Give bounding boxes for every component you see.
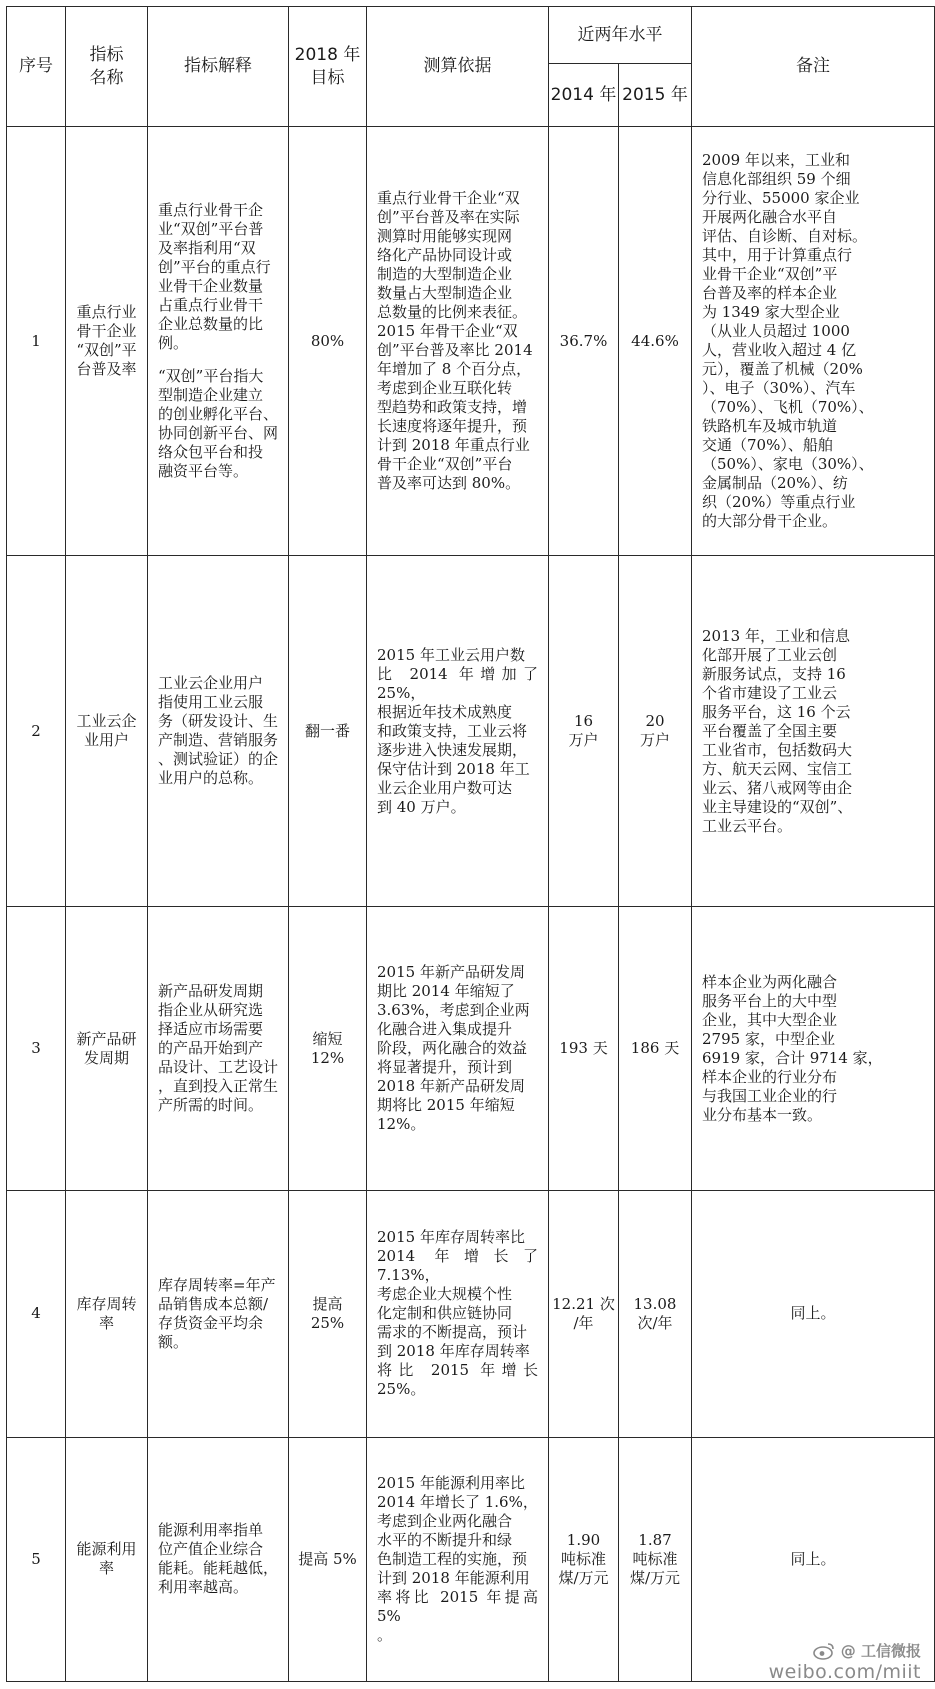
row-seq: 3 <box>7 907 66 1191</box>
row-2014: 1.90 吨标准 煤/万元 <box>549 1437 619 1681</box>
row-explain <box>148 127 289 556</box>
row-remark: 同上。 <box>692 1190 935 1437</box>
row-seq: 5 <box>7 1437 66 1681</box>
header-recent-level: 近两年水平 <box>549 7 692 64</box>
row-basis: 2015 年库存周转率比 2014 年增长了 7.13%， 考虑企业大规模个性 化定制和供应链协同 需求的不断提高，预计 到 2018 年库存周转率 将比 2015 年增长 25%。 <box>367 1190 549 1437</box>
weibo-icon <box>813 1642 835 1660</box>
explain-paragraph: 重点行业骨干企 业“双创”平台普 及率指利用“双 创”平台的重点行 业骨干企业数量 占重点行业骨干 企业总数量的比 例。 <box>158 201 271 353</box>
row-name: 库存周转 率 <box>66 1190 148 1437</box>
row-2014: 12.21 次 /年 <box>549 1190 619 1437</box>
row-explain <box>148 907 289 1191</box>
header-2014: 2014 年 <box>549 64 619 127</box>
row-2014: 36.7% <box>549 127 619 556</box>
row-remark: 同上。 <box>692 1437 935 1681</box>
header-explain: 指标解释 <box>148 7 289 127</box>
row-name: 重点行业 骨干企业 “双创”平 台普及率 <box>66 127 148 556</box>
row-seq: 1 <box>7 127 66 556</box>
header-basis: 测算依据 <box>367 7 549 127</box>
table-row <box>7 1190 935 1437</box>
watermark-url: weibo.com/miit <box>768 1661 921 1683</box>
row-2015: 20 万户 <box>619 556 692 907</box>
explain-paragraph: 工业云企业用户 指使用工业云服 务（研发设计、生 产制造、营销服务 、测试验证）的企 业用户的总称。 <box>158 674 279 788</box>
row-name: 能源利用 率 <box>66 1437 148 1681</box>
row-explain <box>148 556 289 907</box>
header-target: 2018 年 目标 <box>289 7 367 127</box>
explain-paragraph: “双创”平台指大 型制造企业建立 的创业孵化平台、 协同创新平台、网 络众包平台和投 融资平台等。 <box>158 367 279 481</box>
header-remark: 备注 <box>692 7 935 127</box>
row-target: 提高 5% <box>289 1437 367 1681</box>
table-row <box>7 556 935 907</box>
row-remark: 2013 年，工业和信息 化部开展了工业云创 新服务试点，支持 16 个省市建设了工业云 服务平台，这 16 个云 平台覆盖了全国主要 工业省市，包括数码大 方、航天云网、宝信工 业云、猪八戒网等由企 业主导建设的“双创”、 工业云平台。 <box>692 556 935 907</box>
header-2015: 2015 年 <box>619 64 692 127</box>
row-target: 缩短 12% <box>289 907 367 1191</box>
explain-paragraph: 能源利用率指单 位产值企业综合 能耗。能耗越低， 利用率越高。 <box>158 1521 279 1597</box>
row-remark: 2009 年以来，工业和 信息化部组织 59 个细 分行业、55000 家企业 开展两化融合水平自 评估、自诊断、自对标。 其中，用于计算重点行 业骨干企业“双创”平 台普及率的样本企业 为 1349 家大型企业 （从业人员超过 1000 人，营业收入超过 4 亿 元），覆盖了机械（20% ）、电子（30%）、汽车 （70%）、飞机（70%）、 铁路机车及城市轨道 交通（70%）、船舶 （50%）、家电（30%）、 金属制品（20%）、纺 织（20%）等重点行业 的大部分骨干企业。 <box>692 127 935 556</box>
row-target: 80% <box>289 127 367 556</box>
row-2015: 186 天 <box>619 907 692 1191</box>
header-name: 指标 名称 <box>66 7 148 127</box>
row-seq: 4 <box>7 1190 66 1437</box>
table-row <box>7 907 935 1191</box>
table-row <box>7 127 935 556</box>
explain-paragraph: 新产品研发周期 指企业从研究选 择适应市场需要 的产品开始到产 品设计、工艺设计 ，直到投入正常生 产所需的时间。 <box>158 982 279 1115</box>
row-name: 工业云企 业用户 <box>66 556 148 907</box>
row-seq: 2 <box>7 556 66 907</box>
row-2014: 193 天 <box>549 907 619 1191</box>
explain-paragraph: 库存周转率=年产 品销售成本总额/ 存货资金平均余 额。 <box>158 1275 276 1351</box>
row-target: 提高 25% <box>289 1190 367 1437</box>
row-2015: 1.87 吨标准 煤/万元 <box>619 1437 692 1681</box>
row-2015: 13.08 次/年 <box>619 1190 692 1437</box>
row-target: 翻一番 <box>289 556 367 907</box>
header-seq: 序号 <box>7 7 66 127</box>
row-basis: 2015 年能源利用率比 2014 年增长了 1.6%， 考虑到企业两化融合 水平的不断提升和绿 色制造工程的实施，预 计到 2018 年能源利用 率将比 2015 年提高 5% 。 <box>367 1437 549 1681</box>
row-explain <box>148 1437 289 1681</box>
row-basis: 2015 年工业云用户数 比 2014 年增加了 25%， 根据近年技术成熟度 和政策支持，工业云将 逐步进入快速发展期， 保守估计到 2018 年工 业云企业用户数可达 到 40 万户。 <box>367 556 549 907</box>
row-basis: 重点行业骨干企业“双 创”平台普及率在实际 测算时用能够实现网 络化产品协同设计或 制造的大型制造企业 数量占大型制造企业 总数量的比例来表征。 2015 年骨干企业“双 创”平台普及率比 2014 年增加了 8 个百分点， 考虑到企业互联化转 型趋势和政策支持，增 长速度将逐年提升，预 计到 2018 年重点行业 骨干企业“双创”平台 普及率可达到 80%。 <box>367 127 549 556</box>
row-explain <box>148 1190 289 1437</box>
watermark-account: @ 工信微报 <box>813 1640 921 1661</box>
row-2015: 44.6% <box>619 127 692 556</box>
row-remark: 样本企业为两化融合 服务平台上的大中型 企业，其中大型企业 2795 家，中型企业 6919 家，合计 9714 家， 样本企业的行业分布 与我国工业企业的行 业分布基本一致。 <box>692 907 935 1191</box>
row-basis: 2015 年新产品研发周 期比 2014 年缩短了 3.63%，考虑到企业两 化融合进入集成提升 阶段，两化融合的效益 将显著提升，预计到 2018 年新产品研发周 期将比 2015 年缩短 12%。 <box>367 907 549 1191</box>
header-row <box>7 7 935 64</box>
row-2014: 16 万户 <box>549 556 619 907</box>
table-row <box>7 1437 935 1681</box>
row-name: 新产品研 发周期 <box>66 907 148 1191</box>
indicator-table <box>6 6 935 1682</box>
